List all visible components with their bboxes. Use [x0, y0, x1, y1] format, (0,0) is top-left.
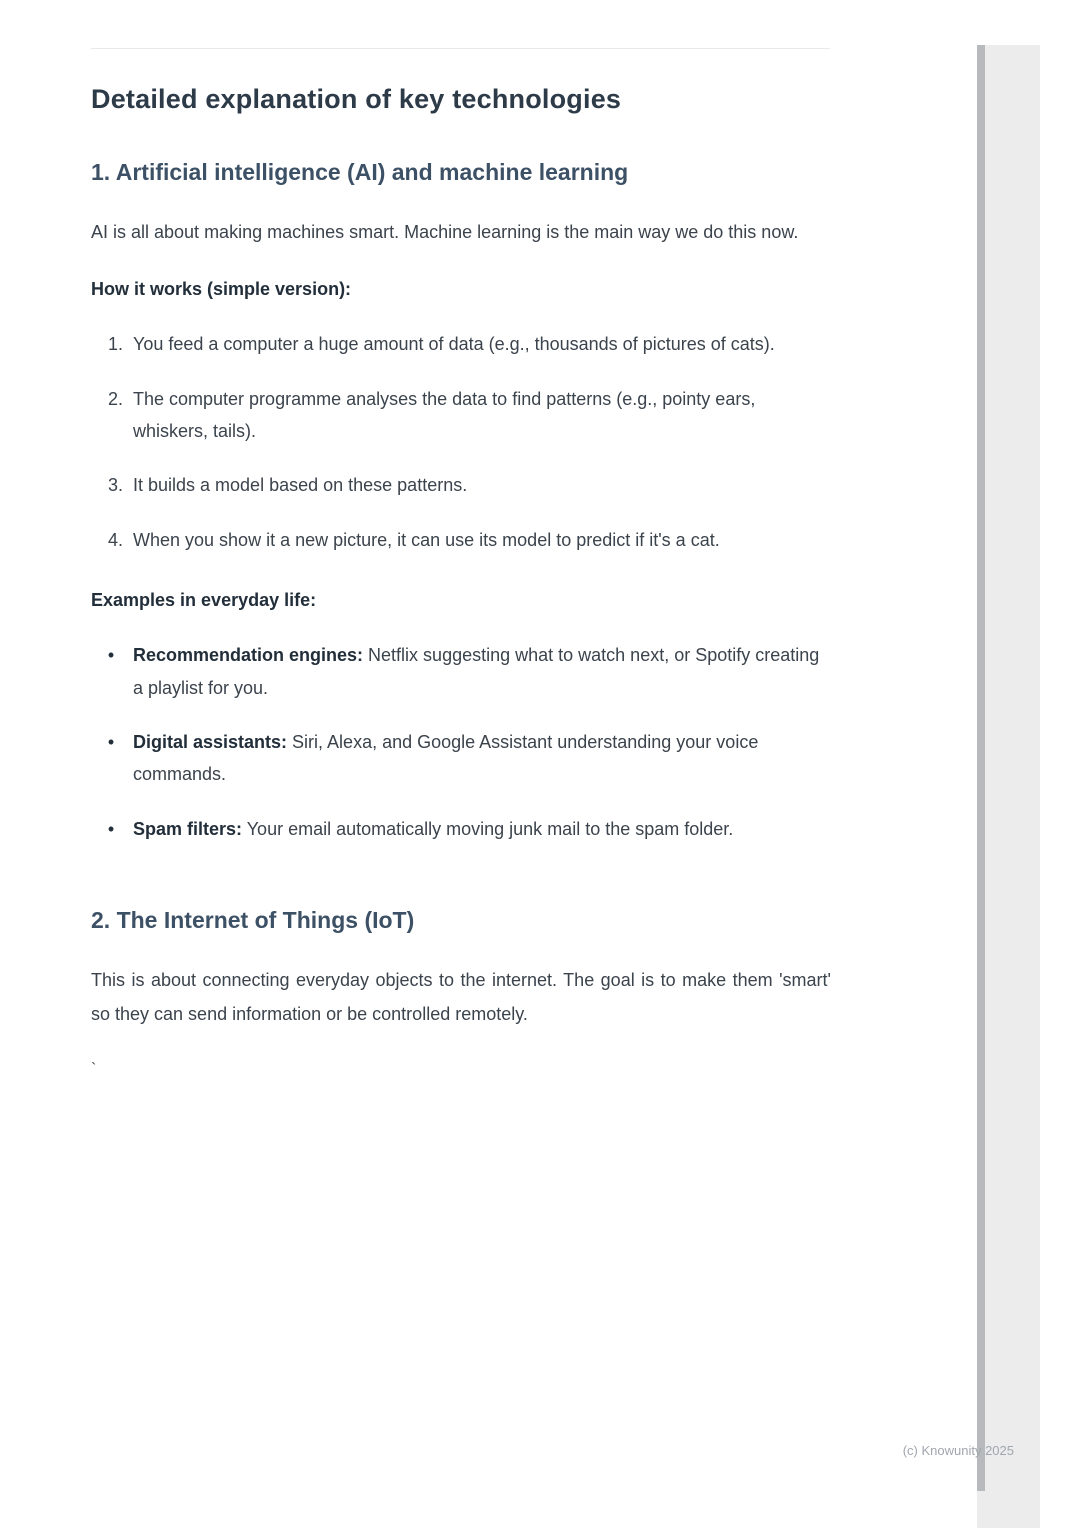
stray-backtick: ` [91, 1060, 97, 1078]
section-spacer [91, 879, 831, 907]
bullet-icon: • [107, 818, 115, 839]
how-it-works-subheading: How it works (simple version): [91, 279, 352, 300]
list-number: 3. [107, 475, 123, 496]
list-number: 1. [107, 334, 123, 355]
bullet-icon: • [107, 645, 115, 666]
examples-subheading: Examples in everyday life: [91, 590, 317, 611]
list-item-text [133, 813, 831, 845]
section-1-heading: 1. Artificial intelligence (AI) and machine learning [91, 159, 629, 185]
bullet-body: Netflix suggesting what to watch next, or Spotify creating a playlist for you. [133, 645, 820, 698]
bullet-label: Recommendation engines: [133, 645, 364, 666]
list-item [91, 469, 831, 501]
list-number: 2. [107, 388, 123, 409]
scrollbar-thumb[interactable] [977, 45, 985, 1491]
how-it-works-numbered-list [91, 328, 831, 556]
list-item-text [133, 726, 831, 791]
list-item-text: The computer programme analyses the data to find patterns (e.g., pointy ears, whiskers, tails). [133, 388, 756, 442]
page-title: Detailed explanation of key technologies [91, 84, 622, 114]
scrollbar-track[interactable] [977, 45, 1040, 1528]
copyright-watermark: (c) Knowunity 2025 [902, 1443, 1014, 1458]
bullet-body: Siri, Alexa, and Google Assistant understanding your voice commands. [133, 732, 759, 785]
list-item [91, 328, 831, 360]
bullet-icon: • [107, 732, 115, 753]
bullet-label: Spam filters: [133, 818, 243, 839]
list-item-text: When you show it a new picture, it can use its model to predict if it's a cat. [133, 529, 720, 550]
list-item-text [133, 639, 831, 704]
document-page [91, 0, 831, 1079]
list-item [91, 813, 831, 845]
list-item [91, 383, 831, 448]
list-item-text: It builds a model based on these patterns. [133, 475, 468, 496]
section-2-intro: This is about connecting everyday objects to the internet. The goal is to make them 'smart' so they can send information or be controlled remotely. [91, 970, 831, 1024]
list-item-text: You feed a computer a huge amount of data (e.g., thousands of pictures of cats). [133, 334, 775, 355]
section-2-heading: 2. The Internet of Things (IoT) [91, 907, 415, 934]
bullet-label: Digital assistants: [133, 732, 288, 753]
list-item [91, 524, 831, 556]
section-1-intro: AI is all about making machines smart. Machine learning is the main way we do this now. [91, 222, 799, 242]
bullet-body: Your email automatically moving junk mail to the spam folder. [242, 818, 734, 839]
list-item [91, 639, 831, 704]
list-number: 4. [107, 529, 123, 550]
list-item [91, 726, 831, 791]
examples-bullet-list [91, 639, 831, 845]
